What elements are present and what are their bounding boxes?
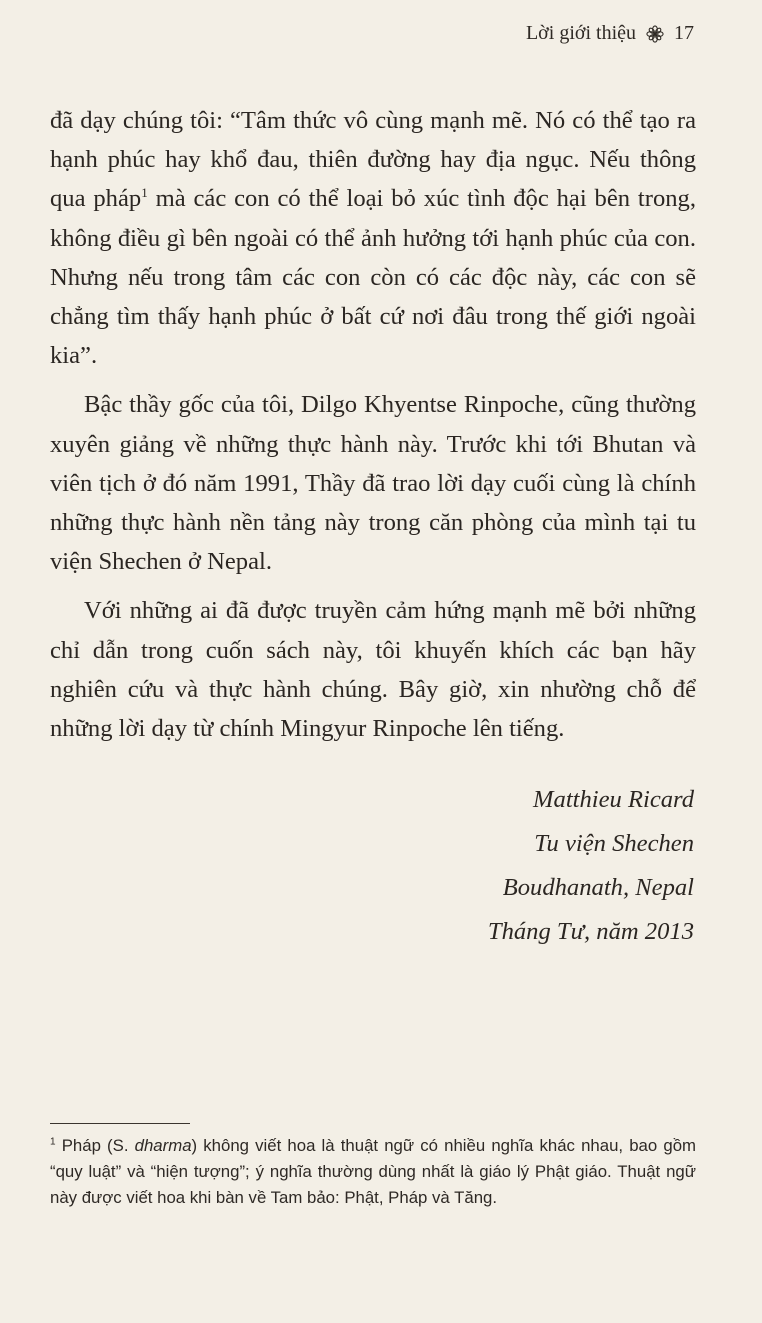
footnote-mark: 1 [50,1136,56,1148]
running-header [526,22,694,45]
flower-ornament-icon [646,25,664,43]
signature-location: Boudhanath, Nepal [502,874,694,901]
footnote-lead: Pháp (S. [55,1136,135,1155]
signature-name: Matthieu Ricard [533,786,694,813]
paragraph-2: Bậc thầy gốc của tôi, Dilgo Khyentse Rinpoche, cũng thường xuyên giảng về những thực hành này. Trước khi tới Bhutan và viên tịch ở đó năm 1991, Thầy đã trao lời dạy cuối cùng là chính những thực hành nền tảng này trong căn phòng của mình tại tu viện Shechen ở Nepal. [50,391,696,576]
paragraph-1-text-continued: mà các con có thể loại bỏ xúc tình độc hại bên trong, không điều gì bên ngoài có thể ảnh hưởng tới hạnh phúc của con. Nhưng nếu trong tâm các con còn có các độc này, các con sẽ chẳng tìm thấy hạnh phúc ở bất cứ nơi đâu trong thế giới ngoài kia”. [50,185,696,370]
footnote-term: dharma [134,1136,192,1155]
footnote [50,1133,696,1211]
paragraph-3: Với những ai đã được truyền cảm hứng mạnh mẽ bởi những chỉ dẫn trong cuốn sách này, tôi khuyến khích các bạn hãy nghiên cứu và thực hành chúng. Bây giờ, xin nhường chỗ để những lời dạy từ chính Mingyur Rinpoche lên tiếng. [50,597,696,743]
paragraph-1-text: đã dạy chúng tôi: “Tâm thức vô cùng mạnh mẽ. Nó có thể tạo ra hạnh phúc hay khổ đau, thiên đường hay địa ngục. Nếu thông qua pháp [50,107,696,213]
footnote-reference[interactable]: 1 [141,185,148,201]
footnote-text: ) không viết hoa là thuật ngữ có nhiều nghĩa khác nhau, bao gồm “quy luật” và “hiện tượng”; ý nghĩa thường dùng nhất là giáo lý Phật giáo. Thuật ngữ này được viết hoa khi bàn về Tam bảo: Phật, Pháp và Tăng. [50,1136,696,1207]
footnote-divider [50,1123,190,1124]
signature-date: Tháng Tư, năm 2013 [487,918,694,945]
page-number: 17 [674,22,694,44]
section-title: Lời giới thiệu [525,22,636,44]
body-text [50,101,696,748]
signature-block [488,778,694,954]
paragraph-1 [50,101,696,375]
signature-monastery: Tu viện Shechen [534,830,694,857]
